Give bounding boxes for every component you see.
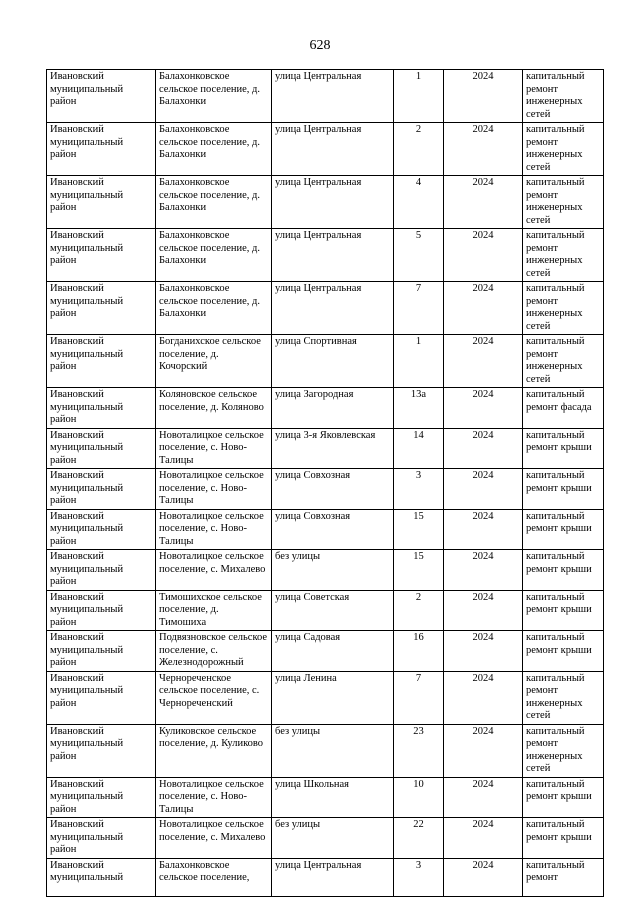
cell-house-number: 2 [394, 590, 444, 631]
cell-settlement: Балахонковское сельское поселение, д. Балахонки [156, 123, 272, 176]
table-row [47, 777, 604, 818]
cell-district: Ивановский муниципальный район [47, 335, 156, 388]
cell-work-type: капитальный ремонт инженерных сетей [523, 724, 604, 777]
cell-house-number: 1 [394, 335, 444, 388]
table-row [47, 671, 604, 724]
cell-work-type: капитальный ремонт крыши [523, 818, 604, 859]
cell-house-number: 3 [394, 469, 444, 510]
cell-district: Ивановский муниципальный район [47, 428, 156, 469]
cell-year: 2024 [444, 631, 523, 672]
cell-work-type: капитальный ремонт крыши [523, 590, 604, 631]
cell-settlement: Новоталицкое сельское поселение, с. Михалево [156, 818, 272, 859]
cell-settlement: Чернореченское сельское поселение, с. Чернореченский [156, 671, 272, 724]
cell-street: улица Совхозная [272, 509, 394, 550]
cell-house-number: 14 [394, 428, 444, 469]
cell-district: Ивановский муниципальный район [47, 123, 156, 176]
cell-year: 2024 [444, 229, 523, 282]
cell-work-type: капитальный ремонт инженерных сетей [523, 229, 604, 282]
cell-district: Ивановский муниципальный район [47, 724, 156, 777]
cell-district: Ивановский муниципальный район [47, 282, 156, 335]
cell-district: Ивановский муниципальный район [47, 388, 156, 429]
cell-settlement: Тимошихское сельское поселение, д. Тимошиха [156, 590, 272, 631]
cell-district: Ивановский муниципальный район [47, 550, 156, 591]
page-number: 628 [309, 38, 331, 53]
cell-settlement: Балахонковское сельское поселение, [156, 858, 272, 896]
cell-house-number: 7 [394, 671, 444, 724]
cell-street: улица Ленина [272, 671, 394, 724]
cell-work-type: капитальный ремонт крыши [523, 631, 604, 672]
cell-work-type: капитальный ремонт инженерных сетей [523, 70, 604, 123]
cell-settlement: Новоталицкое сельское поселение, с. Ново-Талицы [156, 509, 272, 550]
cell-settlement: Балахонковское сельское поселение, д. Балахонки [156, 70, 272, 123]
cell-street: улица Центральная [272, 858, 394, 896]
cell-year: 2024 [444, 671, 523, 724]
cell-year: 2024 [444, 70, 523, 123]
table-row [47, 724, 604, 777]
cell-house-number: 23 [394, 724, 444, 777]
cell-year: 2024 [444, 335, 523, 388]
cell-work-type: капитальный ремонт инженерных сетей [523, 335, 604, 388]
table-row [47, 550, 604, 591]
cell-settlement: Подвязновское сельское поселение, с. Железнодорожный [156, 631, 272, 672]
cell-settlement: Куликовское сельское поселение, д. Куликово [156, 724, 272, 777]
cell-street: без улицы [272, 724, 394, 777]
cell-work-type: капитальный ремонт фасада [523, 388, 604, 429]
cell-district: Ивановский муниципальный район [47, 469, 156, 510]
cell-house-number: 7 [394, 282, 444, 335]
cell-district: Ивановский муниципальный район [47, 631, 156, 672]
table-row [47, 469, 604, 510]
table-row [47, 229, 604, 282]
cell-work-type: капитальный ремонт инженерных сетей [523, 671, 604, 724]
cell-year: 2024 [444, 123, 523, 176]
cell-street: без улицы [272, 550, 394, 591]
cell-year: 2024 [444, 724, 523, 777]
table-row [47, 509, 604, 550]
cell-street: улица Центральная [272, 123, 394, 176]
table-row [47, 70, 604, 123]
cell-work-type: капитальный ремонт крыши [523, 469, 604, 510]
cell-settlement: Новоталицкое сельское поселение, с. Ново-Талицы [156, 469, 272, 510]
table-body [47, 70, 604, 897]
cell-work-type: капитальный ремонт крыши [523, 550, 604, 591]
table-row [47, 123, 604, 176]
cell-work-type: капитальный ремонт инженерных сетей [523, 176, 604, 229]
cell-house-number: 3 [394, 858, 444, 896]
cell-year: 2024 [444, 428, 523, 469]
table-row [47, 818, 604, 859]
table-row [47, 590, 604, 631]
cell-settlement: Новоталицкое сельское поселение, с. Михалево [156, 550, 272, 591]
cell-settlement: Коляновское сельское поселение, д. Коляново [156, 388, 272, 429]
cell-settlement: Новоталицкое сельское поселение, с. Ново-Талицы [156, 777, 272, 818]
cell-year: 2024 [444, 777, 523, 818]
cell-street: улица Центральная [272, 229, 394, 282]
cell-district: Ивановский муниципальный район [47, 777, 156, 818]
cell-year: 2024 [444, 176, 523, 229]
cell-street: улица Центральная [272, 282, 394, 335]
cell-year: 2024 [444, 818, 523, 859]
cell-house-number: 1 [394, 70, 444, 123]
cell-house-number: 15 [394, 509, 444, 550]
table-row [47, 176, 604, 229]
cell-district: Ивановский муниципальный [47, 858, 156, 896]
cell-street: улица Спортивная [272, 335, 394, 388]
cell-district: Ивановский муниципальный район [47, 509, 156, 550]
cell-settlement: Балахонковское сельское поселение, д. Балахонки [156, 282, 272, 335]
cell-work-type: капитальный ремонт инженерных сетей [523, 123, 604, 176]
cell-street: улица Совхозная [272, 469, 394, 510]
cell-district: Ивановский муниципальный район [47, 590, 156, 631]
cell-year: 2024 [444, 509, 523, 550]
cell-house-number: 5 [394, 229, 444, 282]
cell-district: Ивановский муниципальный район [47, 70, 156, 123]
cell-work-type: капитальный ремонт крыши [523, 777, 604, 818]
cell-settlement: Богданихское сельское поселение, д. Кочорский [156, 335, 272, 388]
cell-year: 2024 [444, 550, 523, 591]
cell-street: улица Центральная [272, 176, 394, 229]
table-row [47, 335, 604, 388]
cell-street: улица Загородная [272, 388, 394, 429]
housing-repair-table [46, 69, 604, 897]
cell-work-type: капитальный ремонт крыши [523, 428, 604, 469]
cell-year: 2024 [444, 590, 523, 631]
table-row [47, 858, 604, 896]
cell-year: 2024 [444, 388, 523, 429]
cell-district: Ивановский муниципальный район [47, 229, 156, 282]
cell-house-number: 2 [394, 123, 444, 176]
cell-house-number: 16 [394, 631, 444, 672]
cell-street: улица Школьная [272, 777, 394, 818]
cell-street: улица Центральная [272, 70, 394, 123]
cell-street: улица Садовая [272, 631, 394, 672]
cell-district: Ивановский муниципальный район [47, 671, 156, 724]
cell-work-type: капитальный ремонт крыши [523, 509, 604, 550]
table-row [47, 388, 604, 429]
cell-year: 2024 [444, 469, 523, 510]
cell-settlement: Балахонковское сельское поселение, д. Балахонки [156, 176, 272, 229]
cell-settlement: Балахонковское сельское поселение, д. Балахонки [156, 229, 272, 282]
cell-district: Ивановский муниципальный район [47, 176, 156, 229]
cell-street: без улицы [272, 818, 394, 859]
cell-street: улица Советская [272, 590, 394, 631]
cell-house-number: 22 [394, 818, 444, 859]
cell-house-number: 10 [394, 777, 444, 818]
cell-house-number: 15 [394, 550, 444, 591]
table-row [47, 282, 604, 335]
cell-house-number: 13а [394, 388, 444, 429]
cell-house-number: 4 [394, 176, 444, 229]
cell-district: Ивановский муниципальный район [47, 818, 156, 859]
cell-work-type: капитальный ремонт инженерных сетей [523, 282, 604, 335]
cell-work-type: капитальный ремонт [523, 858, 604, 896]
cell-year: 2024 [444, 282, 523, 335]
table-row [47, 428, 604, 469]
cell-year: 2024 [444, 858, 523, 896]
cell-settlement: Новоталицкое сельское поселение, с. Ново-Талицы [156, 428, 272, 469]
table-row [47, 631, 604, 672]
cell-street: улица 3-я Яковлевская [272, 428, 394, 469]
